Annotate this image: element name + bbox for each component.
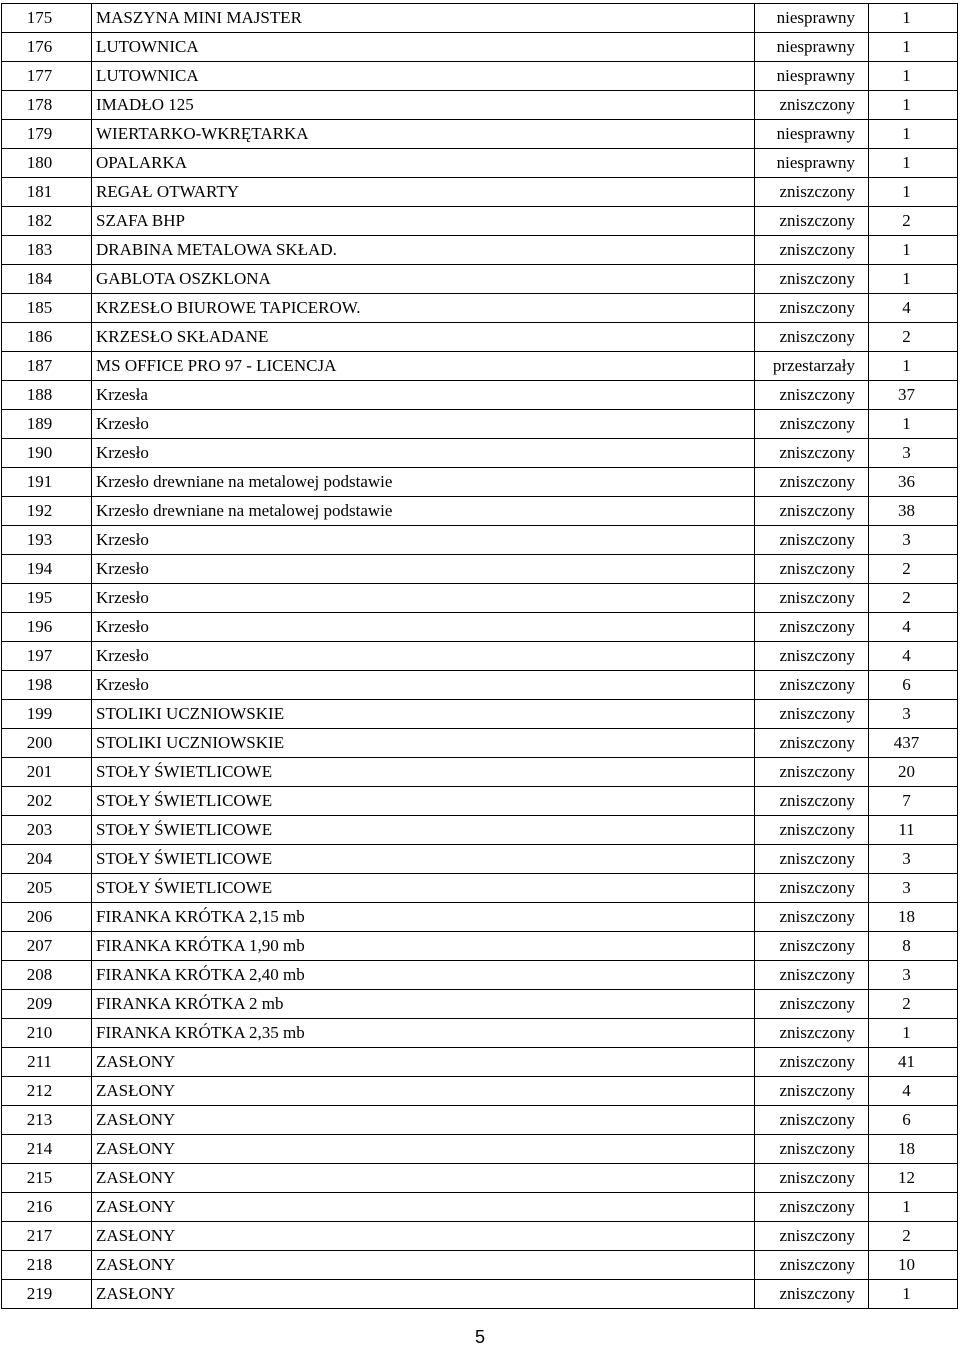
item-number-cell: 210 [2, 1019, 92, 1048]
item-status-cell: zniszczony [755, 903, 869, 932]
item-number-cell: 203 [2, 816, 92, 845]
item-name-cell: KRZESŁO SKŁADANE [92, 323, 755, 352]
item-quantity-cell: 1 [869, 33, 958, 62]
item-name-cell: ZASŁONY [92, 1251, 755, 1280]
item-quantity-cell: 41 [869, 1048, 958, 1077]
item-status-cell: zniszczony [755, 642, 869, 671]
item-name-cell: Krzesło drewniane na metalowej podstawie [92, 497, 755, 526]
item-quantity-cell: 1 [869, 1193, 958, 1222]
item-number-cell: 209 [2, 990, 92, 1019]
item-name-cell: ZASŁONY [92, 1077, 755, 1106]
item-number-cell: 196 [2, 613, 92, 642]
item-name-cell: FIRANKA KRÓTKA 1,90 mb [92, 932, 755, 961]
item-number-cell: 193 [2, 526, 92, 555]
item-name-cell: FIRANKA KRÓTKA 2,15 mb [92, 903, 755, 932]
item-number-cell: 181 [2, 178, 92, 207]
item-quantity-cell: 2 [869, 990, 958, 1019]
item-quantity-cell: 2 [869, 323, 958, 352]
item-status-cell: zniszczony [755, 613, 869, 642]
item-name-cell: Krzesło [92, 613, 755, 642]
item-number-cell: 205 [2, 874, 92, 903]
item-quantity-cell: 2 [869, 207, 958, 236]
item-status-cell: niesprawny [755, 4, 869, 33]
item-number-cell: 177 [2, 62, 92, 91]
item-name-cell: STOLIKI UCZNIOWSKIE [92, 700, 755, 729]
item-quantity-cell: 6 [869, 671, 958, 700]
inventory-table [1, 3, 958, 1309]
item-name-cell: STOŁY ŚWIETLICOWE [92, 787, 755, 816]
item-quantity-cell: 4 [869, 613, 958, 642]
item-number-cell: 200 [2, 729, 92, 758]
table-row [2, 1251, 958, 1280]
item-status-cell: zniszczony [755, 1222, 869, 1251]
item-quantity-cell: 1 [869, 1019, 958, 1048]
item-status-cell: zniszczony [755, 845, 869, 874]
item-name-cell: Krzesło [92, 526, 755, 555]
item-quantity-cell: 8 [869, 932, 958, 961]
item-status-cell: zniszczony [755, 1135, 869, 1164]
item-name-cell: Krzesło [92, 410, 755, 439]
item-name-cell: Krzesła [92, 381, 755, 410]
item-name-cell: STOŁY ŚWIETLICOWE [92, 874, 755, 903]
table-row [2, 1222, 958, 1251]
item-quantity-cell: 1 [869, 410, 958, 439]
item-number-cell: 206 [2, 903, 92, 932]
item-number-cell: 179 [2, 120, 92, 149]
item-number-cell: 216 [2, 1193, 92, 1222]
item-number-cell: 190 [2, 439, 92, 468]
item-name-cell: ZASŁONY [92, 1164, 755, 1193]
table-row [2, 323, 958, 352]
item-number-cell: 207 [2, 932, 92, 961]
table-row [2, 613, 958, 642]
table-row [2, 1193, 958, 1222]
table-row [2, 526, 958, 555]
item-status-cell: zniszczony [755, 236, 869, 265]
item-quantity-cell: 12 [869, 1164, 958, 1193]
item-number-cell: 194 [2, 555, 92, 584]
item-name-cell: Krzesło [92, 439, 755, 468]
item-quantity-cell: 10 [869, 1251, 958, 1280]
item-name-cell: IMADŁO 125 [92, 91, 755, 120]
item-quantity-cell: 36 [869, 468, 958, 497]
item-status-cell: zniszczony [755, 497, 869, 526]
item-number-cell: 218 [2, 1251, 92, 1280]
item-number-cell: 182 [2, 207, 92, 236]
item-number-cell: 192 [2, 497, 92, 526]
item-quantity-cell: 18 [869, 1135, 958, 1164]
item-quantity-cell: 20 [869, 758, 958, 787]
item-name-cell: LUTOWNICA [92, 62, 755, 91]
table-row [2, 1164, 958, 1193]
table-body [2, 4, 958, 1309]
item-status-cell: przestarzały [755, 352, 869, 381]
item-quantity-cell: 1 [869, 178, 958, 207]
item-name-cell: ZASŁONY [92, 1106, 755, 1135]
item-name-cell: FIRANKA KRÓTKA 2,40 mb [92, 961, 755, 990]
item-status-cell: zniszczony [755, 294, 869, 323]
table-row [2, 33, 958, 62]
table-row [2, 352, 958, 381]
item-number-cell: 198 [2, 671, 92, 700]
item-name-cell: FIRANKA KRÓTKA 2,35 mb [92, 1019, 755, 1048]
item-number-cell: 214 [2, 1135, 92, 1164]
item-number-cell: 185 [2, 294, 92, 323]
table-row [2, 584, 958, 613]
table-row [2, 91, 958, 120]
item-status-cell: zniszczony [755, 1193, 869, 1222]
item-status-cell: zniszczony [755, 265, 869, 294]
item-name-cell: FIRANKA KRÓTKA 2 mb [92, 990, 755, 1019]
item-name-cell: Krzesło [92, 555, 755, 584]
item-status-cell: zniszczony [755, 874, 869, 903]
item-quantity-cell: 1 [869, 236, 958, 265]
item-status-cell: zniszczony [755, 700, 869, 729]
item-status-cell: zniszczony [755, 1164, 869, 1193]
item-quantity-cell: 437 [869, 729, 958, 758]
item-number-cell: 208 [2, 961, 92, 990]
item-number-cell: 219 [2, 1280, 92, 1309]
item-number-cell: 197 [2, 642, 92, 671]
item-name-cell: ZASŁONY [92, 1280, 755, 1309]
table-row [2, 729, 958, 758]
item-name-cell: Krzesło [92, 642, 755, 671]
table-row [2, 642, 958, 671]
item-quantity-cell: 2 [869, 1222, 958, 1251]
table-row [2, 265, 958, 294]
item-status-cell: zniszczony [755, 816, 869, 845]
item-status-cell: zniszczony [755, 787, 869, 816]
table-row [2, 294, 958, 323]
table-row [2, 4, 958, 33]
item-quantity-cell: 2 [869, 584, 958, 613]
item-number-cell: 176 [2, 33, 92, 62]
item-quantity-cell: 3 [869, 961, 958, 990]
item-name-cell: ZASŁONY [92, 1222, 755, 1251]
item-status-cell: zniszczony [755, 990, 869, 1019]
item-name-cell: ZASŁONY [92, 1193, 755, 1222]
item-quantity-cell: 7 [869, 787, 958, 816]
item-status-cell: zniszczony [755, 207, 869, 236]
item-name-cell: GABLOTA OSZKLONA [92, 265, 755, 294]
item-quantity-cell: 1 [869, 352, 958, 381]
table-row [2, 468, 958, 497]
item-status-cell: niesprawny [755, 33, 869, 62]
item-status-cell: zniszczony [755, 961, 869, 990]
table-row [2, 149, 958, 178]
table-row [2, 555, 958, 584]
item-quantity-cell: 38 [869, 497, 958, 526]
item-name-cell: ZASŁONY [92, 1135, 755, 1164]
item-status-cell: zniszczony [755, 526, 869, 555]
item-quantity-cell: 4 [869, 294, 958, 323]
item-status-cell: zniszczony [755, 323, 869, 352]
item-status-cell: zniszczony [755, 1077, 869, 1106]
item-quantity-cell: 6 [869, 1106, 958, 1135]
table-row [2, 497, 958, 526]
table-row [2, 410, 958, 439]
table-row [2, 62, 958, 91]
item-quantity-cell: 18 [869, 903, 958, 932]
item-quantity-cell: 4 [869, 642, 958, 671]
item-quantity-cell: 3 [869, 700, 958, 729]
item-quantity-cell: 3 [869, 845, 958, 874]
item-number-cell: 201 [2, 758, 92, 787]
item-name-cell: OPALARKA [92, 149, 755, 178]
item-number-cell: 186 [2, 323, 92, 352]
item-status-cell: zniszczony [755, 1280, 869, 1309]
item-name-cell: WIERTARKO-WKRĘTARKA [92, 120, 755, 149]
item-status-cell: zniszczony [755, 932, 869, 961]
item-status-cell: zniszczony [755, 1251, 869, 1280]
table-row [2, 1106, 958, 1135]
item-quantity-cell: 1 [869, 265, 958, 294]
item-status-cell: niesprawny [755, 120, 869, 149]
item-number-cell: 215 [2, 1164, 92, 1193]
table-row [2, 932, 958, 961]
item-name-cell: STOŁY ŚWIETLICOWE [92, 845, 755, 874]
item-name-cell: REGAŁ OTWARTY [92, 178, 755, 207]
item-quantity-cell: 3 [869, 526, 958, 555]
item-number-cell: 180 [2, 149, 92, 178]
item-number-cell: 187 [2, 352, 92, 381]
item-status-cell: zniszczony [755, 468, 869, 497]
item-quantity-cell: 1 [869, 149, 958, 178]
item-name-cell: SZAFA BHP [92, 207, 755, 236]
item-number-cell: 213 [2, 1106, 92, 1135]
item-number-cell: 199 [2, 700, 92, 729]
item-quantity-cell: 1 [869, 120, 958, 149]
item-status-cell: zniszczony [755, 439, 869, 468]
item-number-cell: 204 [2, 845, 92, 874]
item-status-cell: zniszczony [755, 758, 869, 787]
item-quantity-cell: 4 [869, 1077, 958, 1106]
item-name-cell: ZASŁONY [92, 1048, 755, 1077]
table-row [2, 961, 958, 990]
item-number-cell: 212 [2, 1077, 92, 1106]
table-row [2, 845, 958, 874]
table-row [2, 1077, 958, 1106]
item-number-cell: 183 [2, 236, 92, 265]
item-name-cell: MS OFFICE PRO 97 - LICENCJA [92, 352, 755, 381]
item-number-cell: 217 [2, 1222, 92, 1251]
item-name-cell: MASZYNA MINI MAJSTER [92, 4, 755, 33]
table-row [2, 1019, 958, 1048]
item-number-cell: 189 [2, 410, 92, 439]
item-name-cell: LUTOWNICA [92, 33, 755, 62]
table-row [2, 439, 958, 468]
page-number: 5 [474, 1327, 485, 1347]
item-quantity-cell: 1 [869, 91, 958, 120]
table-row [2, 120, 958, 149]
table-row [2, 1280, 958, 1309]
item-quantity-cell: 2 [869, 555, 958, 584]
item-name-cell: KRZESŁO BIUROWE TAPICEROW. [92, 294, 755, 323]
item-quantity-cell: 37 [869, 381, 958, 410]
table-row [2, 236, 958, 265]
item-name-cell: STOŁY ŚWIETLICOWE [92, 816, 755, 845]
item-status-cell: zniszczony [755, 584, 869, 613]
table-row [2, 671, 958, 700]
table-row [2, 1135, 958, 1164]
table-row [2, 758, 958, 787]
item-status-cell: niesprawny [755, 62, 869, 91]
table-row [2, 874, 958, 903]
item-name-cell: STOŁY ŚWIETLICOWE [92, 758, 755, 787]
item-status-cell: zniszczony [755, 729, 869, 758]
item-status-cell: zniszczony [755, 410, 869, 439]
item-quantity-cell: 1 [869, 62, 958, 91]
item-name-cell: Krzesło [92, 584, 755, 613]
item-number-cell: 184 [2, 265, 92, 294]
item-quantity-cell: 1 [869, 4, 958, 33]
item-number-cell: 191 [2, 468, 92, 497]
item-number-cell: 195 [2, 584, 92, 613]
item-number-cell: 211 [2, 1048, 92, 1077]
item-status-cell: zniszczony [755, 1048, 869, 1077]
item-number-cell: 178 [2, 91, 92, 120]
table-row [2, 381, 958, 410]
item-status-cell: zniszczony [755, 1019, 869, 1048]
item-status-cell: zniszczony [755, 91, 869, 120]
item-status-cell: zniszczony [755, 555, 869, 584]
item-status-cell: zniszczony [755, 178, 869, 207]
table-row [2, 207, 958, 236]
item-name-cell: DRABINA METALOWA SKŁAD. [92, 236, 755, 265]
item-name-cell: Krzesło drewniane na metalowej podstawie [92, 468, 755, 497]
table-row [2, 787, 958, 816]
item-quantity-cell: 3 [869, 439, 958, 468]
table-row [2, 178, 958, 207]
item-number-cell: 202 [2, 787, 92, 816]
table-row [2, 700, 958, 729]
item-quantity-cell: 3 [869, 874, 958, 903]
item-status-cell: zniszczony [755, 671, 869, 700]
item-quantity-cell: 1 [869, 1280, 958, 1309]
table-row [2, 903, 958, 932]
table-row [2, 990, 958, 1019]
item-name-cell: STOLIKI UCZNIOWSKIE [92, 729, 755, 758]
item-number-cell: 188 [2, 381, 92, 410]
item-name-cell: Krzesło [92, 671, 755, 700]
table-row [2, 1048, 958, 1077]
item-quantity-cell: 11 [869, 816, 958, 845]
item-status-cell: zniszczony [755, 381, 869, 410]
table-row [2, 816, 958, 845]
item-number-cell: 175 [2, 4, 92, 33]
item-status-cell: niesprawny [755, 149, 869, 178]
item-status-cell: zniszczony [755, 1106, 869, 1135]
